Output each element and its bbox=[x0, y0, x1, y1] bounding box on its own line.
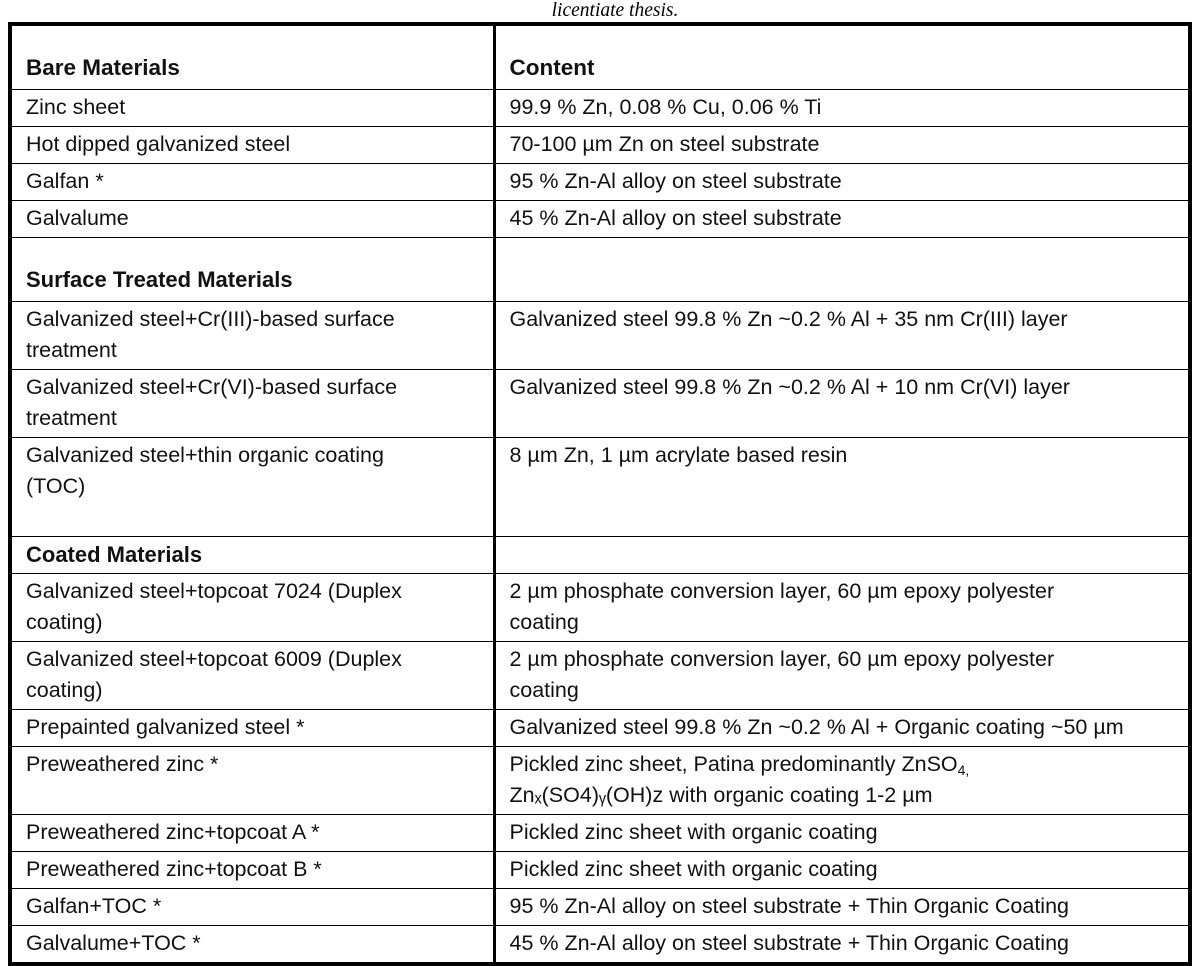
material-cell bbox=[10, 370, 494, 438]
content-cell bbox=[494, 747, 1190, 815]
table-row bbox=[10, 438, 1190, 537]
material-name bbox=[12, 438, 493, 536]
material-name: Prepainted galvanized steel * bbox=[26, 715, 305, 739]
content-cell bbox=[494, 90, 1190, 127]
material-cell bbox=[10, 926, 494, 965]
content-cell bbox=[494, 302, 1190, 370]
material-cell bbox=[10, 164, 494, 201]
table-row bbox=[10, 302, 1190, 370]
subscript-4: 4, bbox=[957, 761, 970, 778]
header-cell-content bbox=[494, 24, 1190, 90]
material-cell bbox=[10, 438, 494, 537]
table-row bbox=[10, 90, 1190, 127]
content-cell bbox=[494, 127, 1190, 164]
material-name-line1: Galvanized steel+Cr(VI)-based surface bbox=[26, 375, 398, 399]
material-name bbox=[12, 574, 493, 641]
material-cell bbox=[10, 90, 494, 127]
materials-table bbox=[8, 22, 1192, 966]
content-text: Galvanized steel 99.8 % Zn ~0.2 % Al + 35 nm Cr(III) layer bbox=[509, 307, 1068, 331]
content-text: Pickled zinc sheet with organic coating bbox=[509, 857, 878, 881]
material-cell bbox=[10, 302, 494, 370]
content-cell bbox=[494, 370, 1190, 438]
material-name bbox=[12, 642, 493, 709]
content-text: Galvanized steel 99.8 % Zn ~0.2 % Al + Organic coating ~50 µm bbox=[509, 715, 1124, 739]
content-line1: 2 µm phosphate conversion layer, 60 µm epoxy polyester bbox=[509, 579, 1055, 603]
content-line1 bbox=[510, 749, 1179, 780]
table-row bbox=[10, 710, 1190, 747]
content-text: 95 % Zn-Al alloy on steel substrate + Thin Organic Coating bbox=[509, 894, 1069, 918]
content-text: 45 % Zn-Al alloy on steel substrate + Thin Organic Coating bbox=[509, 931, 1069, 955]
material-name: Galvalume+TOC * bbox=[26, 931, 201, 955]
content-cell bbox=[494, 710, 1190, 747]
section-header-cell bbox=[10, 537, 494, 574]
material-name-line1: Galvanized steel+thin organic coating bbox=[26, 443, 384, 467]
empty-content bbox=[496, 537, 1189, 573]
section-header-row-surface-treated bbox=[10, 238, 1190, 302]
content-line1: 2 µm phosphate conversion layer, 60 µm epoxy polyester bbox=[509, 647, 1055, 671]
content-text: 99.9 % Zn, 0.08 % Cu, 0.06 % Ti bbox=[509, 95, 822, 119]
section-header-empty-cell bbox=[494, 537, 1190, 574]
material-name-line2: treatment bbox=[26, 338, 117, 362]
content-text: 70-100 µm Zn on steel substrate bbox=[509, 132, 820, 156]
table-header-row bbox=[10, 24, 1190, 90]
table-row bbox=[10, 127, 1190, 164]
material-cell bbox=[10, 852, 494, 889]
table-row bbox=[10, 642, 1190, 710]
content-text bbox=[496, 642, 1189, 709]
material-cell bbox=[10, 127, 494, 164]
material-name-line2: treatment bbox=[26, 406, 117, 430]
table-row bbox=[10, 815, 1190, 852]
content-cell bbox=[494, 815, 1190, 852]
content-cell bbox=[494, 164, 1190, 201]
table-row bbox=[10, 926, 1190, 965]
table-row bbox=[10, 852, 1190, 889]
material-name-line2: coating) bbox=[26, 610, 103, 634]
material-name: Galvalume bbox=[26, 206, 129, 230]
section-label-surface-treated: Surface Treated Materials bbox=[26, 267, 293, 292]
material-name-line2: coating) bbox=[26, 678, 103, 702]
content-line2: coating bbox=[509, 610, 579, 634]
material-cell bbox=[10, 642, 494, 710]
material-cell bbox=[10, 747, 494, 815]
material-name: Hot dipped galvanized steel bbox=[26, 132, 291, 156]
content-cell bbox=[494, 926, 1190, 965]
content-cell bbox=[494, 852, 1190, 889]
table-row bbox=[10, 574, 1190, 642]
table-row bbox=[10, 747, 1190, 815]
header-cell-materials bbox=[10, 24, 494, 90]
material-name bbox=[12, 370, 493, 437]
content-line2: coating bbox=[509, 678, 579, 702]
material-name-line1: Galvanized steel+topcoat 7024 (Duplex bbox=[26, 579, 402, 603]
header-label-materials: Bare Materials bbox=[26, 55, 180, 80]
material-cell bbox=[10, 201, 494, 238]
content-cell bbox=[494, 889, 1190, 926]
material-name: Galfan+TOC * bbox=[26, 894, 162, 918]
material-cell bbox=[10, 889, 494, 926]
material-name: Preweathered zinc * bbox=[26, 752, 219, 776]
material-cell bbox=[10, 710, 494, 747]
content-text: 45 % Zn-Al alloy on steel substrate bbox=[509, 206, 842, 230]
content-line1-text: Pickled zinc sheet, Patina predominantly ZnSO bbox=[509, 752, 958, 776]
content-text: 8 µm Zn, 1 µm acrylate based resin bbox=[509, 443, 848, 467]
section-header-empty-cell bbox=[494, 238, 1190, 302]
table-caption: licentiate thesis. bbox=[551, 0, 679, 21]
content-cell bbox=[494, 201, 1190, 238]
content-text bbox=[496, 747, 1189, 814]
section-header-cell bbox=[10, 238, 494, 302]
content-cell bbox=[494, 642, 1190, 710]
table-row bbox=[10, 201, 1190, 238]
content-line2 bbox=[510, 780, 1179, 811]
content-cell bbox=[494, 574, 1190, 642]
material-name: Preweathered zinc+topcoat A * bbox=[26, 820, 320, 844]
materials-table-wrapper bbox=[8, 22, 1192, 966]
content-cell bbox=[494, 438, 1190, 537]
header-label-content: Content bbox=[509, 55, 595, 80]
material-name-line2: (TOC) bbox=[26, 474, 86, 498]
material-name-line1: Galvanized steel+Cr(III)-based surface bbox=[26, 307, 395, 331]
material-cell bbox=[10, 574, 494, 642]
material-name bbox=[12, 302, 493, 369]
table-row bbox=[10, 164, 1190, 201]
section-header-row-coated bbox=[10, 537, 1190, 574]
material-name: Preweathered zinc+topcoat B * bbox=[26, 857, 322, 881]
chemical-formula: Znₓ(SO4)ᵧ(OH)ᴢ bbox=[509, 783, 664, 807]
content-text: 95 % Zn-Al alloy on steel substrate bbox=[509, 169, 842, 193]
table-row bbox=[10, 889, 1190, 926]
material-cell bbox=[10, 815, 494, 852]
material-name-line1: Galvanized steel+topcoat 6009 (Duplex bbox=[26, 647, 402, 671]
content-text: Galvanized steel 99.8 % Zn ~0.2 % Al + 10 nm Cr(VI) layer bbox=[509, 375, 1070, 399]
material-name: Zinc sheet bbox=[26, 95, 126, 119]
content-text bbox=[496, 574, 1189, 641]
material-name: Galfan * bbox=[26, 169, 104, 193]
empty-content bbox=[496, 238, 1189, 274]
table-row bbox=[10, 370, 1190, 438]
content-text: Pickled zinc sheet with organic coating bbox=[509, 820, 878, 844]
content-line2-tail: with organic coating 1-2 µm bbox=[663, 783, 933, 807]
section-label-coated: Coated Materials bbox=[26, 542, 203, 567]
